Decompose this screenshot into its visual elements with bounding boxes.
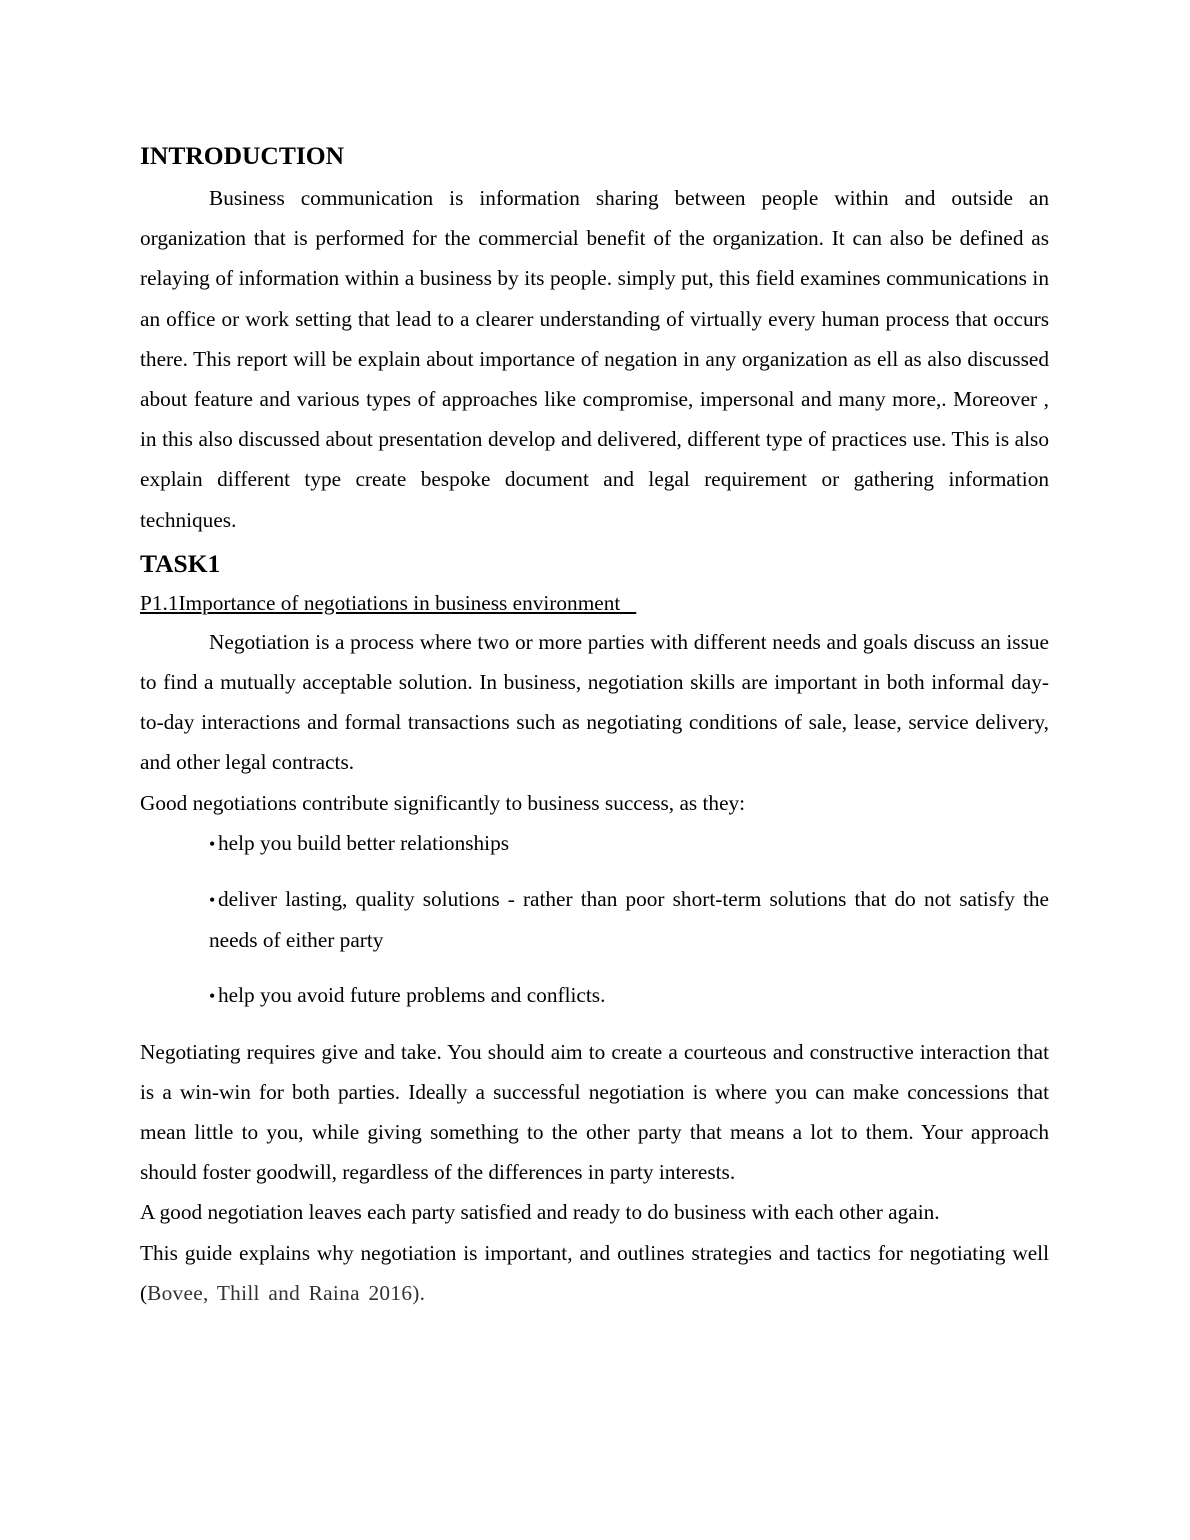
task1-heading: TASK1 — [140, 548, 221, 578]
document-page — [140, 138, 1049, 1313]
bullets-intro-text: Good negotiations contribute significantly to business success, as they: — [140, 790, 746, 815]
p1-1-subheading: P1.1Importance of negotiations in business environment — [140, 590, 637, 615]
bullet-icon: • — [209, 986, 216, 1007]
introduction-paragraph: Business communication is information sharing between people within and outside an organization that is performed for the commercial benefit of the organization. It can also be defined as relaying of information within a business by its people. simply put, this field examines communications in an office or work setting that lead to a clearer understanding of virtually every human process that occurs there. This report will be explain about importance of negation in any organization as ell as also discussed about feature and various types of approaches like compromise, impersonal and many more,. Moreover , in this also discussed about presentation develop and delivered, different type of practices use. This is also explain different type create bespoke document and legal requirement or gathering information techniques. — [140, 186, 1049, 532]
good-negotiation-paragraph: A good negotiation leaves each party satisfied and ready to do business with each other again. — [140, 1200, 940, 1225]
introduction-heading: INTRODUCTION — [140, 141, 345, 170]
list-item-text: deliver lasting, quality solutions - rather than poor short-term solutions that do not satisfy the needs of either party — [209, 887, 1049, 953]
list-item — [209, 879, 1049, 960]
list-item-text: help you avoid future problems and conflicts. — [218, 983, 606, 1008]
bullet-icon: • — [209, 890, 216, 911]
bullet-icon: • — [209, 833, 216, 854]
give-and-take-paragraph: Negotiating requires give and take. You should aim to create a courteous and constructive interaction that is a win-win for both parties. Ideally a successful negotiation is where you can make concessions that mean little to you, while giving something to the other party that means a lot to them. Your approach should foster goodwill, regardless of the differences in party interests. — [140, 1039, 1049, 1185]
negotiation-definition-paragraph: Negotiation is a process where two or more parties with different needs and goals discuss an issue to find a mutually acceptable solution. In business, negotiation skills are important in both informal day-to-day interactions and formal transactions such as negotiating conditions of sale, lease, service delivery, and other legal contracts. — [140, 629, 1049, 775]
list-item — [209, 823, 1049, 864]
guide-paragraph — [140, 1233, 1049, 1313]
guide-paragraph-text: This guide explains why negotiation is important, and outlines strategies and tactics for negotiating well ( — [140, 1240, 1049, 1305]
benefits-bullet-list — [140, 823, 1049, 1017]
list-item — [209, 975, 1049, 1016]
citation: Bovee, Thill and Raina 2016). — [147, 1280, 426, 1305]
list-item-text: help you build better relationships — [218, 830, 510, 855]
